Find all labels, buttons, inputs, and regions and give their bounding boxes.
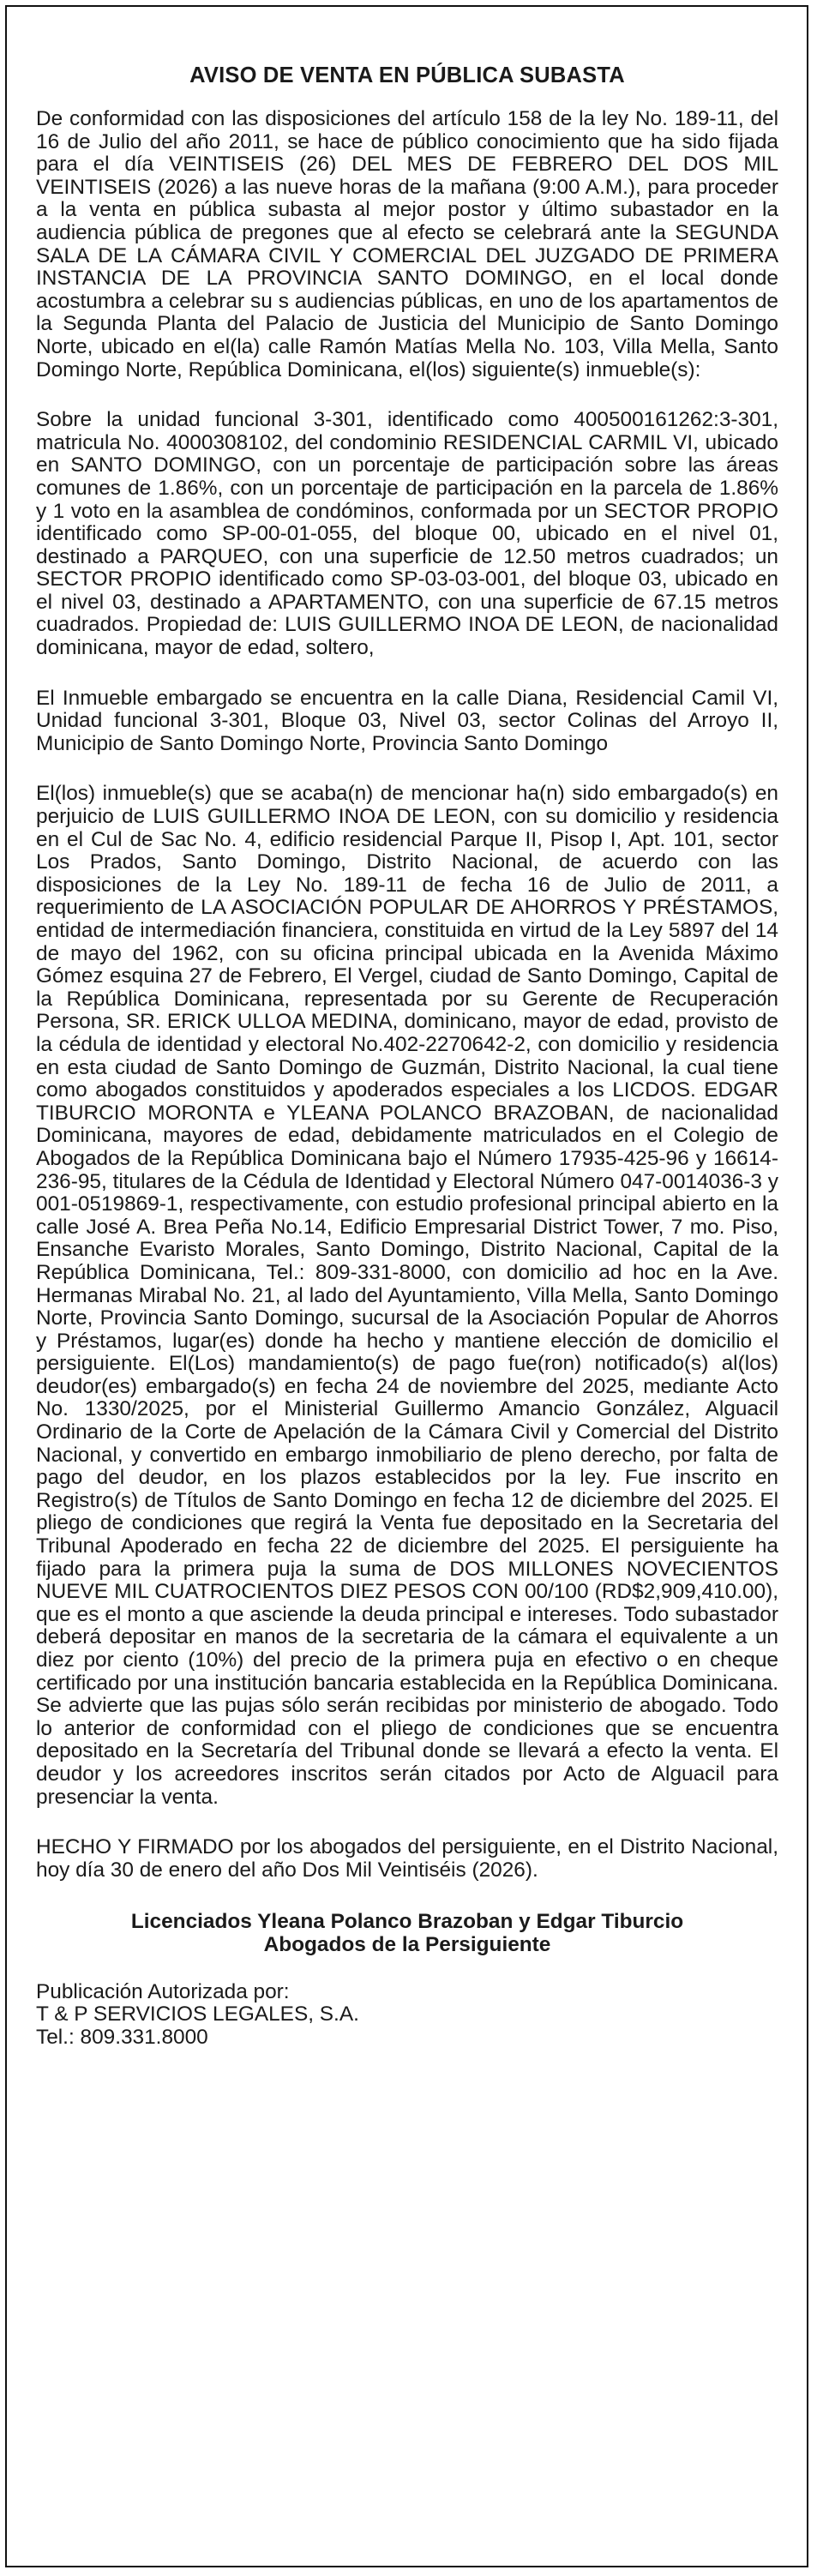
publisher-block — [36, 1981, 778, 2050]
signature-lawyers: Licenciados Yleana Polanco Brazoban y Edgar Tiburcio — [130, 1910, 684, 1934]
notice-title: AVISO DE VENTA EN PÚBLICA SUBASTA — [189, 63, 625, 87]
signature-role: Abogados de la Persiguiente — [263, 1932, 551, 1956]
signature-block — [36, 1911, 778, 1956]
publisher-phone: Tel.: 809.331.8000 — [36, 2025, 208, 2049]
paragraph-sale-announcement: De conformidad con las disposiciones del artículo 158 de la ley No. 189-11, del 16 de Julio del año 2011, se hace de público conocimiento que ha sido fijada para el día VEINTISEIS (26) DEL MES DE FEBRERO DEL DOS MIL VEINTISEIS (2026) a las nueve horas de la mañana (9:00 A.M.), para proceder a la venta en pública subasta al mejor postor y último subastador en la audiencia pública de pregones que al efecto se celebrará ante la SEGUNDA SALA DE LA CÁMARA CIVIL Y COMERCIAL DEL JUZGADO DE PRIMERA INSTANCIA DE LA PROVINCIA SANTO DOMINGO, en el local donde acostumbra a celebrar su s audiencias públicas, en uno de los apartamentos de la Segunda Planta del Palacio de Justicia del Municipio de Santo Domingo Norte, ubicado en el(la) calle Ramón Matías Mella No. 103, Villa Mella, Santo Domingo Norte, República Dominicana, el(los) siguiente(s) inmueble(s): — [36, 107, 778, 381]
publisher-name: T & P SERVICIOS LEGALES, S.A. — [36, 2003, 359, 2027]
publisher-label: Publicación Autorizada por: — [36, 1979, 290, 2003]
paragraph-property-location: El Inmueble embargado se encuentra en la calle Diana, Residencial Camil VI, Unidad funcional 3-301, Bloque 03, Nivel 03, sector Colinas del Arroyo II, Municipio de Santo Domingo Norte, Provincia Santo Domingo — [36, 686, 778, 755]
notice-body — [36, 62, 778, 2049]
paragraph-signed-date: HECHO Y FIRMADO por los abogados del persiguiente, en el Distrito Nacional, hoy día 30 de enero del año Dos Mil Veintiséis (2026). — [36, 1835, 778, 1882]
paragraph-property-description: Sobre la unidad funcional 3-301, identificado como 400500161262:3-301, matricula No. 4000308102, del condominio RESIDENCIAL CARMIL VI, ubicado en SANTO DOMINGO, con un porcentaje de participación sobre las áreas comunes de 1.86%, con un porcentaje de participación en la parcela de 1.86% y 1 voto en la asamblea de condóminos, conformada por un SECTOR PROPIO identificado como SP-00-01-055, del bloque 00, ubicado en el nivel 01, destinado a PARQUEO, con una superficie de 12.50 metros cuadrados; un SECTOR PROPIO identificado como SP-03-03-001, del bloque 03, ubicado en el nivel 03, destinado a APARTAMENTO, con una superficie de 67.15 metros cuadrados. Propiedad de: LUIS GUILLERMO INOA DE LEON, de nacionalidad dominicana, mayor de edad, soltero, — [36, 408, 778, 660]
paragraph-seizure-details: El(los) inmueble(s) que se acaba(n) de mencionar ha(n) sido embargado(s) en perjuicio de LUIS GUILLERMO INOA DE LEON, con su domicilio y residencia en el Cul de Sac No. 4, edificio residencial Parque II, Pisop I, Apt. 101, sector Los Prados, Santo Domingo, Distrito Nacional, de acuerdo con las disposiciones de la Ley No. 189-11 de fecha 16 de Julio de 2011, a requerimiento de LA ASOCIACIÓN POPULAR DE AHORROS Y PRÉSTAMOS, entidad de intermediación financiera, constituida en virtud de la Ley 5897 del 14 de mayo del 1962, con su oficina principal ubicada en la Avenida Máximo Gómez esquina 27 de Febrero, El Vergel, ciudad de Santo Domingo, Capital de la República Dominicana, representada por su Gerente de Recuperación Persona, SR. ERICK ULLOA MEDINA, dominicano, mayor de edad, provisto de la cédula de identidad y electoral No.402-2270642-2, con domicilio y residencia en esta ciudad de Santo Domingo de Guzmán, Distrito Nacional, la cual tiene como abogados constituidos y apoderados especiales a los LICDOS. EDGAR TIBURCIO MORONTA e YLEANA POLANCO BRAZOBAN, de nacionalidad Dominicana, mayores de edad, debidamente matriculados en el Colegio de Abogados de la República Dominicana bajo el Número 17935-425-96 y 16614-236-95, titulares de la Cédula de Identidad y Electoral Número 047-0014036-3 y 001-0519869-1, respectivamente, con estudio profesional principal abierto en la calle José A. Brea Peña No.14, Edificio Empresarial District Tower, 7 mo. Piso, Ensanche Evaristo Morales, Santo Domingo, Distrito Nacional, Capital de la República Dominicana, Tel.: 809-331-8000, con domicilio ad hoc en la Ave. Hermanas Mirabal No. 21, al lado del Ayuntamiento, Villa Mella, Santo Domingo Norte, Provincia Santo Domingo, sucursal de la Asociación Popular de Ahorros y Préstamos, lugar(es) donde ha hecho y mantiene elección de domicilio el persiguiente. El(Los) mandamiento(s) de pago fue(ron) notificado(s) al(los) deudor(es) embargado(s) en fecha 24 de noviembre del 2025, mediante Acto No. 1330/2025, por el Ministerial Guillermo Amancio González, Alguacil Ordinario de la Corte de Apelación de la Cámara Civil y Comercial del Distrito Nacional, y convertido en embargo inmobiliario de pleno derecho, por falta de pago del deudor, en los plazos establecidos por la ley. Fue inscrito en Registro(s) de Títulos de Santo Domingo en fecha 12 de diciembre del 2025. El pliego de condiciones que regirá la Venta fue depositado en la Secretaria del Tribunal Apoderado en fecha 22 de diciembre del 2025. El persiguiente ha fijado para la primera puja la suma de DOS MILLONES NOVECIENTOS NUEVE MIL CUATROCIENTOS DIEZ PESOS CON 00/100 (RD$2,909,410.00), que es el monto a que asciende la deuda principal e intereses. Todo subastador deberá depositar en manos de la secretaria de la cámara el equivalente a un diez por ciento (10%) del precio de la primera puja en efectivo o en cheque certificado por una institución bancaria establecida en la República Dominicana. Se advierte que las pujas sólo serán recibidas por ministerio de abogado. Todo lo anterior de conformidad con el pliego de condiciones que se encuentra depositado en la Secretaría del Tribunal donde se llevará a efecto la venta. El deudor y los acreedores inscritos serán citados por Acto de Alguacil para presenciar la venta. — [36, 782, 778, 1809]
